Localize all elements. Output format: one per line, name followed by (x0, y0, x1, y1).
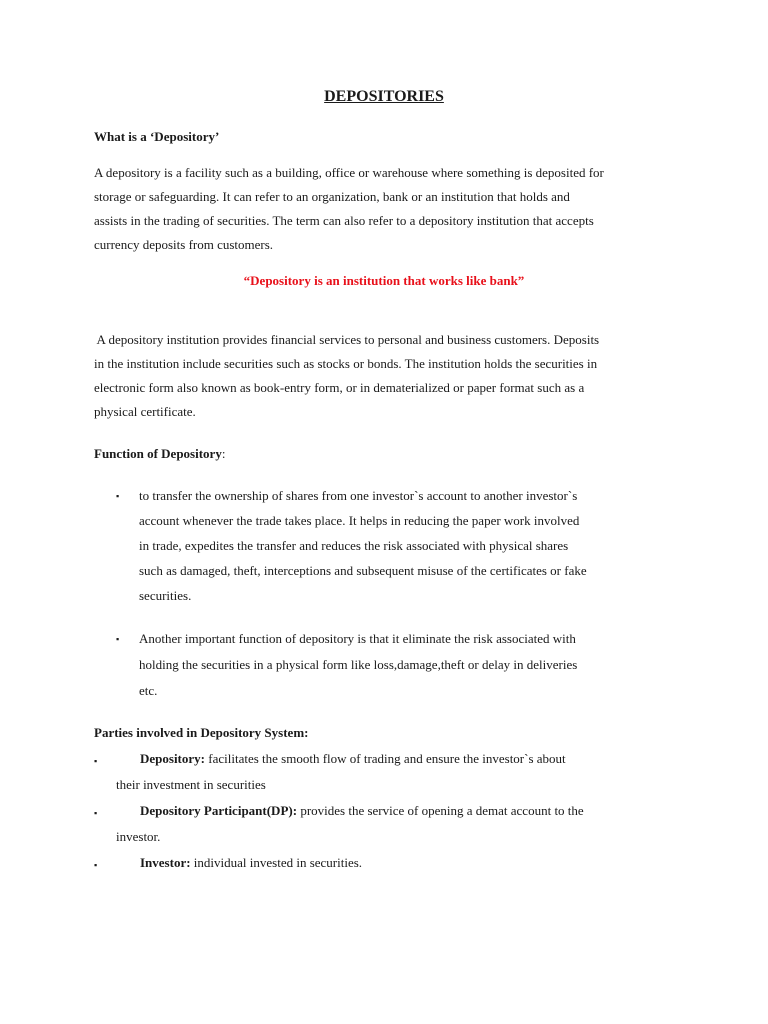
party-term: Investor: (140, 855, 191, 870)
function-heading (94, 445, 225, 463)
party-term: Depository: (140, 751, 205, 766)
party-item (140, 802, 584, 820)
intro-line: A depository is a facility such as a building, office or warehouse where something is deposited for (94, 165, 604, 180)
function-item-line: in trade, expedites the transfer and reduces the risk associated with physical shares (139, 538, 569, 553)
party-description: facilitates the smooth flow of trading and ensure the investor`s about (205, 751, 566, 766)
bullet-icon: ▪ (94, 860, 98, 870)
second-line: electronic form also known as book-entry form, or in dematerialized or paper format such as a (94, 380, 585, 395)
bullet-icon: ▪ (116, 491, 120, 501)
page-title: DEPOSITORIES (324, 88, 444, 105)
parties-heading: Parties involved in Depository System: (94, 725, 309, 740)
function-item-line: to transfer the ownership of shares from one investor`s account to another investor`s (139, 488, 578, 503)
bullet-icon: ▪ (94, 756, 98, 766)
intro-line: assists in the trading of securities. The term can also refer to a depository institution that accepts (94, 213, 594, 228)
bullet-icon: ▪ (116, 634, 120, 644)
party-term: Depository Participant(DP): (140, 803, 298, 818)
function-item-line: account whenever the trade takes place. It helps in reducing the paper work involved (139, 513, 580, 528)
highlight-quote: “Depository is an institution that works like bank” (243, 273, 525, 288)
function-item-line: holding the securities in a physical form like loss,damage,theft or delay in deliveries (139, 657, 578, 672)
second-line: physical certificate. (94, 404, 196, 419)
second-line: in the institution include securities such as stocks or bonds. The institution holds the securities in (94, 356, 598, 371)
intro-line: storage or safeguarding. It can refer to an organization, bank or an institution that holds and (94, 189, 570, 204)
party-description: individual invested in securities. (190, 855, 363, 870)
function-item-line: securities. (139, 588, 192, 603)
function-item-line: such as damaged, theft, interceptions and subsequent misuse of the certificates or fake (139, 563, 587, 578)
function-heading-colon: : (221, 446, 226, 461)
party-continuation: investor. (116, 829, 161, 844)
function-item-line: Another important function of depository is that it eliminate the risk associated with (139, 631, 576, 646)
what-heading: What is a ‘Depository’ (94, 129, 220, 144)
party-item (140, 854, 362, 872)
second-line: A depository institution provides financial services to personal and business customers. Deposits (94, 332, 600, 347)
function-heading-text: Function of Depository (94, 446, 222, 461)
party-item (140, 750, 566, 768)
party-description: provides the service of opening a demat account to the (297, 803, 584, 818)
function-item-line: etc. (139, 683, 158, 698)
bullet-icon: ▪ (94, 808, 98, 818)
party-continuation: their investment in securities (116, 777, 266, 792)
intro-line: currency deposits from customers. (94, 237, 274, 252)
